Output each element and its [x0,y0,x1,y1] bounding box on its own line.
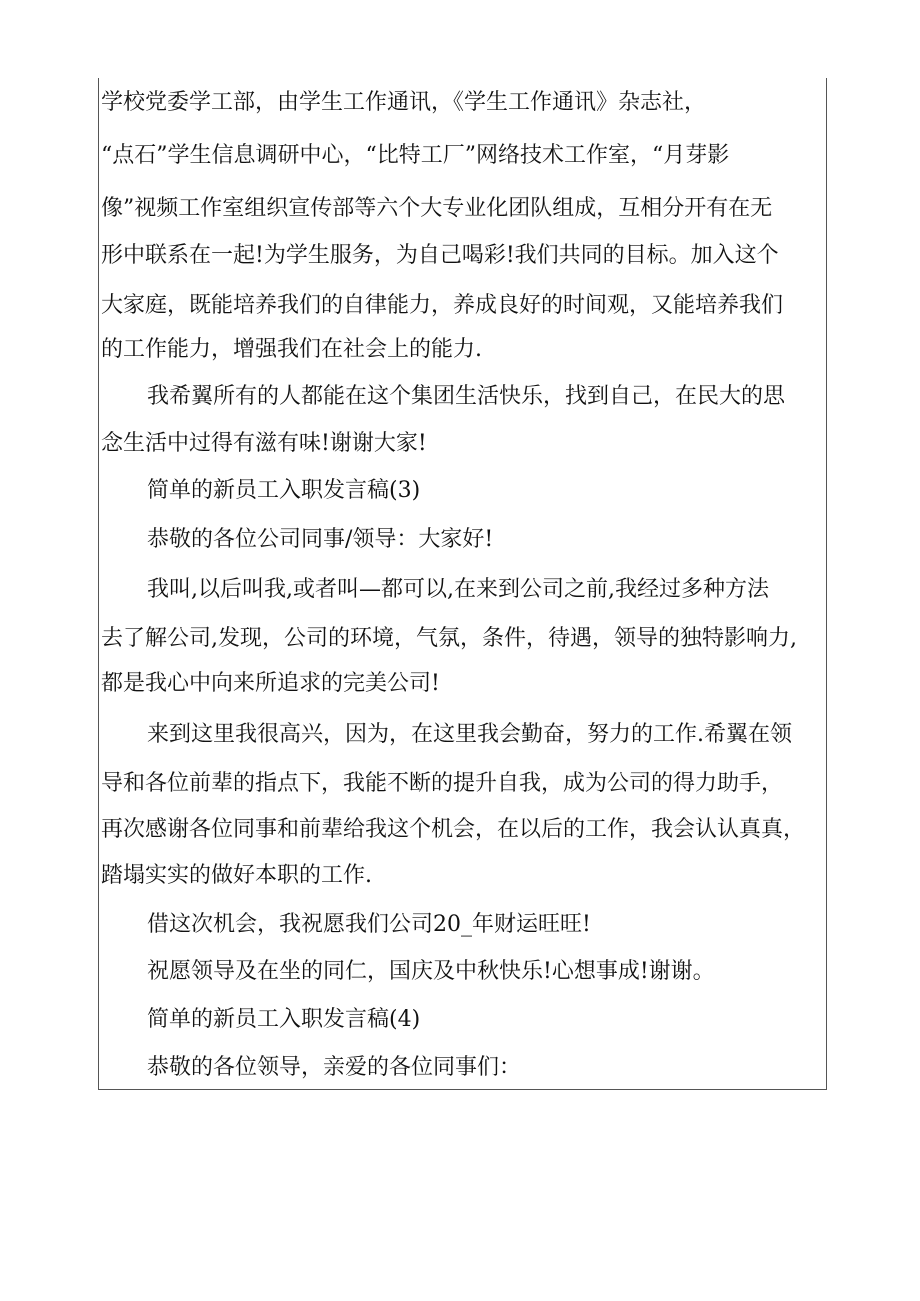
text-line: 来到这里我很高兴，因为，在这里我会勤奋，努力的工作.希翼在领 [147,722,792,747]
text-line: 恭敬的各位领导，亲爱的各位同事们： [147,1055,522,1080]
text-line: 去了解公司,发现，公司的环境，气氛，条件，待遇，领导的独特影响力, [101,626,797,651]
text-line: 学校党委学工部，由学生工作通讯，《学生工作通讯》杂志社， [101,90,707,115]
text-line: 我希翼所有的人都能在这个集团生活快乐，找到自己，在民大的思 [147,384,786,409]
text-line: 再次感谢各位同事和前辈给我这个机会，在以后的工作，我会认认真真， [101,817,806,842]
text-line: 踏塌实实的做好本职的工作. [101,863,372,888]
text-line: 像”视频工作室组织宣传部等六个大专业化团队组成，互相分开有在无 [101,196,773,221]
section-heading: 简单的新员工入职发言稿(3) [147,478,421,503]
text-line: 念生活中过得有滋有味!谢谢大家! [101,431,427,456]
text-line: 导和各位前辈的指点下，我能不断的提升自我，成为公司的得力助手， [101,771,784,796]
text-line: 借这次机会，我祝愿我们公司20_年财运旺旺! [147,912,591,937]
text-line: 祝愿领导及在坐的同仁，国庆及中秋快乐!心想事成!谢谢。 [147,959,715,984]
text-line: 形中联系在一起!为学生服务，为自己喝彩!我们共同的目标。加入这个 [101,243,779,268]
text-line: 的工作能力，增强我们在社会上的能力. [101,337,482,362]
text-line: “点石”学生信息调研中心，“比特工厂”网络技术工作室，“月芽影 [101,143,730,168]
section-heading: 简单的新员工入职发言稿(4) [147,1007,421,1032]
text-line: 我叫,以后叫我,或者叫—都可以,在来到公司之前,我经过多种方法 [147,577,769,602]
text-line: 恭敬的各位公司同事/领导：大家好! [147,527,494,552]
text-line: 大家庭，既能培养我们的自律能力，养成良好的时间观，又能培养我们 [101,293,784,318]
text-line: 都是我心中向来所追求的完美公司! [101,671,440,696]
